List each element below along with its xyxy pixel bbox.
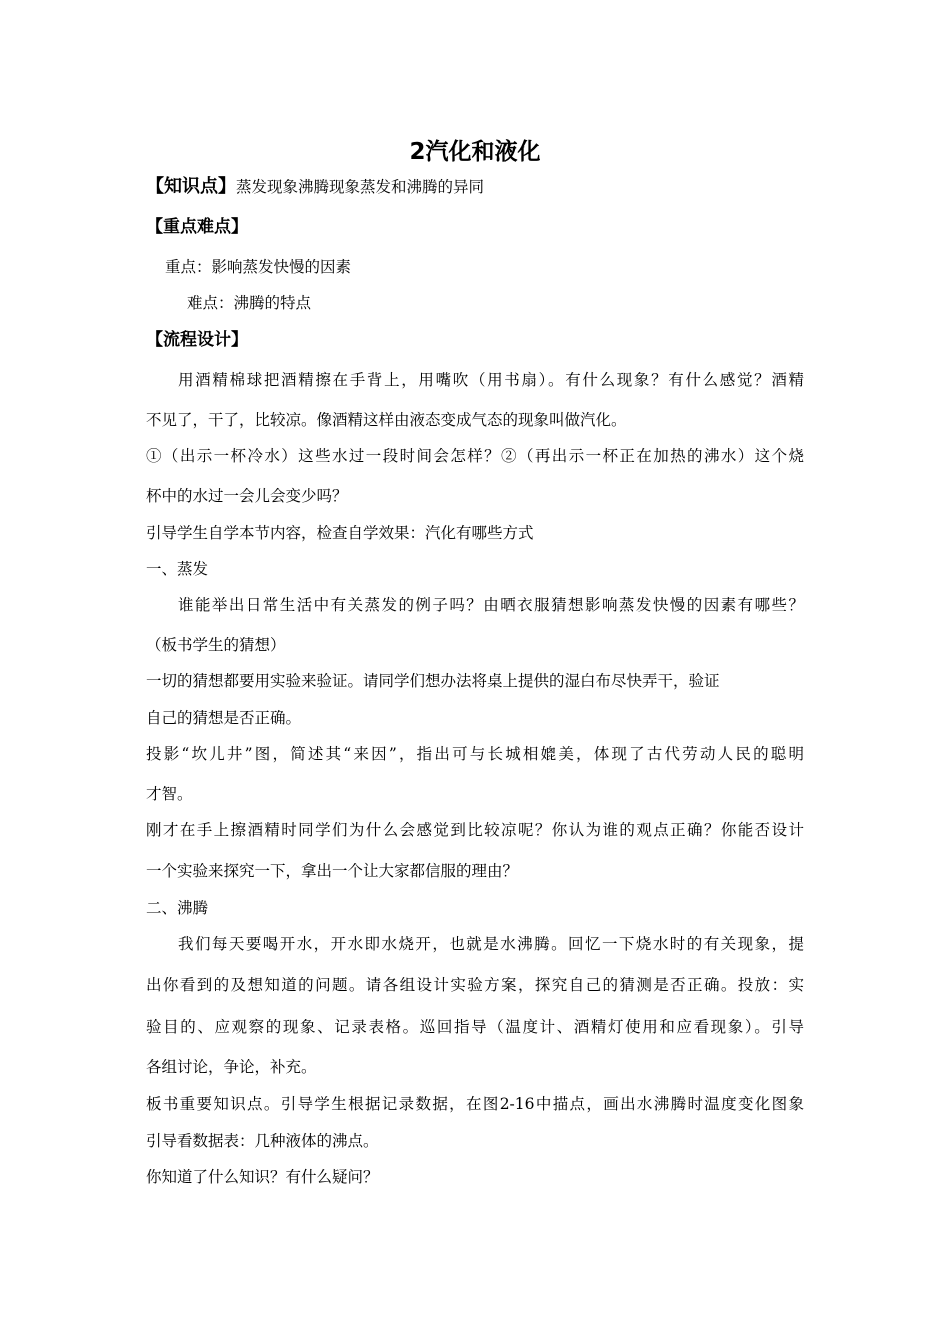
process-line: 二、沸腾 (146, 899, 209, 917)
knowledge-section (146, 177, 484, 197)
process-line: 一切的猜想都要用实验来验证。请同学们想办法将桌上提供的湿白布尽快弄干，验证 (146, 672, 720, 690)
process-line: ①（出示一杯冷水）这些水过一段时间会怎样？②（再出示一杯正在加热的沸水）这个烧 (146, 447, 804, 465)
difficulty-point: 难点：沸腾的特点 (187, 294, 312, 312)
process-line: 一个实验来探究一下，拿出一个让大家都信服的理由？ (146, 862, 519, 880)
process-heading: 【流程设计】 (146, 330, 248, 350)
page-title: 2汽化和液化 (409, 139, 541, 165)
process-line: 不见了，干了，比较凉。像酒精这样由液态变成气态的现象叫做汽化。 (146, 411, 627, 429)
process-line: 验目的、应观察的现象、记录表格。巡回指导（温度计、酒精灯使用和应看现象）。引导 (146, 1018, 804, 1036)
process-line: 自己的猜想是否正确。 (146, 709, 302, 727)
process-line: 投影“坎儿井”图，简述其“来因”，指出可与长城相媲美，体现了古代劳动人民的聪明 (146, 745, 804, 763)
process-line: 你知道了什么知识？有什么疑问？ (146, 1168, 379, 1186)
process-line: 板书重要知识点。引导学生根据记录数据，在图2-16中描点，画出水沸腾时温度变化图象 (146, 1095, 804, 1113)
process-line: 刚才在手上擦酒精时同学们为什么会感觉到比较凉呢？你认为谁的观点正确？你能否设计 (146, 821, 804, 839)
process-line: 出你看到的及想知道的问题。请各组设计实验方案，探究自己的猜测是否正确。投放：实 (146, 976, 804, 994)
process-line: 杯中的水过一会儿会变少吗？ (146, 487, 348, 505)
key-points-heading: 【重点难点】 (146, 217, 248, 237)
knowledge-text: 蒸发现象沸腾现象蒸发和沸腾的异同 (236, 178, 485, 196)
process-line: 一、蒸发 (146, 560, 209, 578)
process-line: （板书学生的猜想） (146, 636, 286, 654)
process-line: 谁能举出日常生活中有关蒸发的例子吗？由晒衣服猜想影响蒸发快慢的因素有哪些？ (178, 596, 804, 614)
process-line: 才智。 (146, 785, 193, 803)
process-line: 用酒精棉球把酒精擦在手背上，用嘴吹（用书扇）。有什么现象？有什么感觉？酒精 (178, 371, 804, 389)
knowledge-heading: 【知识点】 (146, 176, 236, 197)
process-line: 各组讨论，争论，补充。 (146, 1058, 317, 1076)
focus-point: 重点：影响蒸发快慢的因素 (165, 258, 352, 276)
process-line: 引导学生自学本节内容，检查自学效果：汽化有哪些方式 (146, 524, 534, 542)
process-line: 我们每天要喝开水，开水即水烧开，也就是水沸腾。回忆一下烧水时的有关现象，提 (178, 935, 804, 953)
process-line: 引导看数据表：几种液体的沸点。 (146, 1132, 379, 1150)
